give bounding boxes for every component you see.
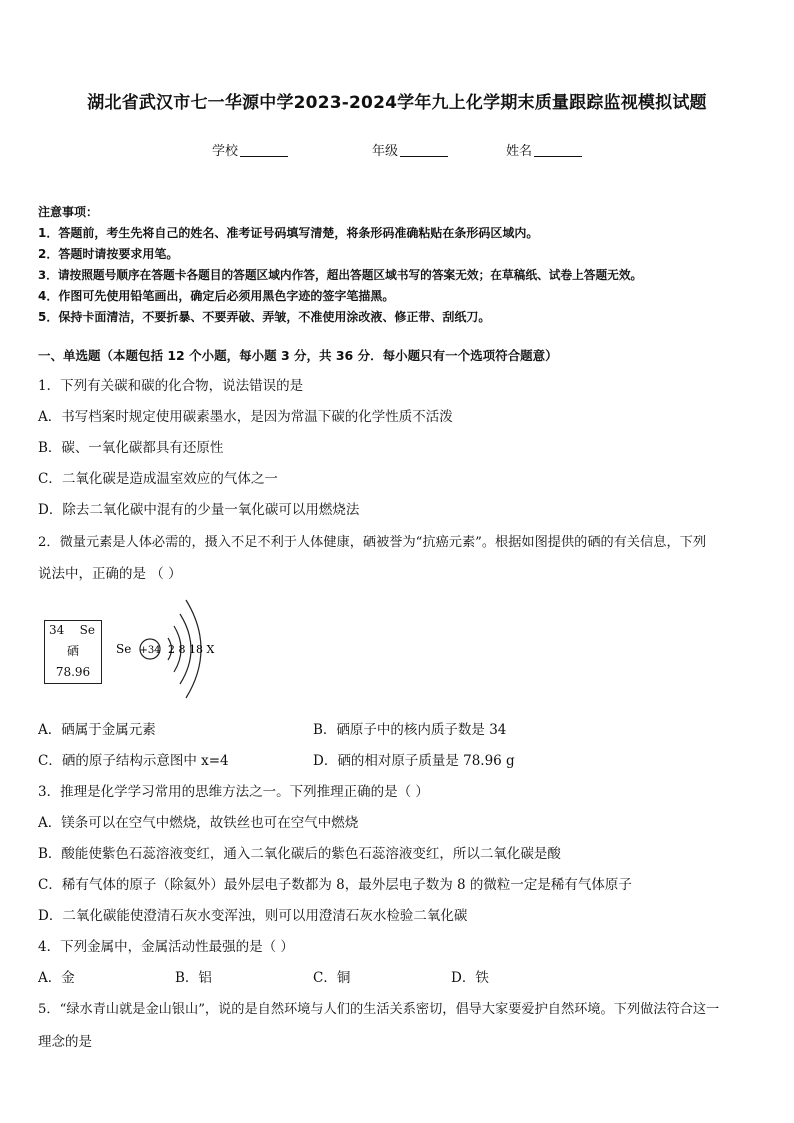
name-blank [534, 143, 582, 157]
note-item: 1．答题前，考生先将自己的姓名、准考证号码填写清楚，将条形码准确粘贴在条形码区域内。 [38, 226, 539, 240]
exam-title: 湖北省武汉市七一华源中学2023-2024学年九上化学期末质量跟踪监视模拟试题 [87, 93, 707, 113]
question-3-option-a: A．镁条可以在空气中燃烧，故铁丝也可在空气中燃烧 [38, 815, 359, 831]
name-field [506, 140, 582, 159]
note-item: 5．保持卡面清洁，不要折暴、不要弄破、弄皱，不准使用涂改液、修正带、刮纸刀。 [38, 310, 491, 324]
question-4-option-d: D．铁 [451, 970, 489, 986]
nucleus-charge: +34 [139, 645, 161, 656]
atomic-number: 34 [49, 623, 65, 637]
element-symbol: Se [79, 623, 95, 637]
note-item: 2．答题时请按要求用笔。 [38, 247, 179, 261]
question-2-stem: 2．微量元素是人体必需的，摄入不足不利于人体健康，硒被誉为“抗癌元素”。根据如图提供的硒的有关信息，下列 [38, 535, 707, 550]
question-3-option-c: C．稀有气体的原子（除氦外）最外层电子数都为 8，最外层电子数为 8 的微粒一定是稀有气体原子 [38, 877, 632, 893]
question-4-option-c: C．铜 [313, 970, 351, 986]
school-field [212, 140, 288, 159]
name-label: 姓名 [506, 144, 533, 159]
question-1-option-c: C．二氧化碳是造成温室效应的气体之一 [38, 471, 278, 487]
atom-symbol: Se [116, 642, 132, 656]
question-3-option-b: B．酸能使紫色石蕊溶液变红，通入二氧化碳后的紫色石蕊溶液变红，所以二氧化碳是酸 [38, 846, 561, 862]
grade-blank [400, 143, 448, 157]
section-heading: 一、单选题（本题包括 12 个小题，每小题 3 分，共 36 分．每小题只有一个选项符合题意） [38, 348, 558, 363]
school-blank [240, 143, 288, 157]
atom-structure-diagram [112, 596, 222, 706]
question-1-option-a: A．书写档案时规定使用碳素墨水，是因为常温下碳的化学性质不活泼 [38, 409, 453, 425]
question-5-stem: 5．“绿水青山就是金山银山”，说的是自然环境与人们的生活关系密切，倡导大家要爱护自然环境。下列做法符合这一 [38, 1002, 720, 1017]
question-2-stem-cont: 说法中，正确的是 （ ） [38, 566, 182, 582]
grade-label: 年级 [372, 144, 399, 159]
question-2-option-d: D．硒的相对原子质量是 78.96 g [313, 753, 515, 769]
question-5-stem-cont: 理念的是 [38, 1034, 92, 1050]
question-2-option-a: A．硒属于金属元素 [38, 722, 156, 738]
notes-block [38, 202, 642, 328]
question-1-option-b: B．碳、一氧化碳都具有还原性 [38, 440, 224, 456]
school-label: 学校 [212, 144, 239, 159]
grade-field [372, 140, 448, 159]
element-name: 硒 [66, 644, 79, 658]
question-1-stem: 1．下列有关碳和碳的化合物，说法错误的是 [38, 378, 304, 394]
element-card-selenium [44, 620, 102, 684]
question-4-stem: 4．下列金属中，金属活动性最强的是（ ） [38, 939, 294, 955]
question-4-option-a: A．金 [38, 970, 75, 986]
note-item: 4．作图可先使用铅笔画出，确定后必须用黑色字迹的签字笔描黑。 [38, 289, 395, 303]
question-3-option-d: D．二氧化碳能使澄清石灰水变浑浊，则可以用澄清石灰水检验二氧化碳 [38, 908, 468, 924]
question-2-option-c: C．硒的原子结构示意图中 x=4 [38, 753, 229, 769]
question-2-option-b: B．硒原子中的核内质子数是 34 [313, 722, 507, 738]
shell-electron-counts: 2 8 18 X [168, 643, 215, 656]
note-item: 3．请按照题号顺序在答题卡各题目的答题区域内作答，超出答题区域书写的答案无效；在草稿纸、试卷上答题无效。 [38, 268, 643, 282]
question-4-option-b: B．铝 [175, 970, 212, 986]
question-1-option-d: D．除去二氧化碳中混有的少量一氧化碳可以用燃烧法 [38, 502, 360, 518]
atomic-mass: 78.96 [55, 665, 91, 679]
notes-heading: 注意事项： [38, 205, 99, 219]
question-3-stem: 3．推理是化学学习常用的思维方法之一。下列推理正确的是（ ） [38, 784, 429, 800]
